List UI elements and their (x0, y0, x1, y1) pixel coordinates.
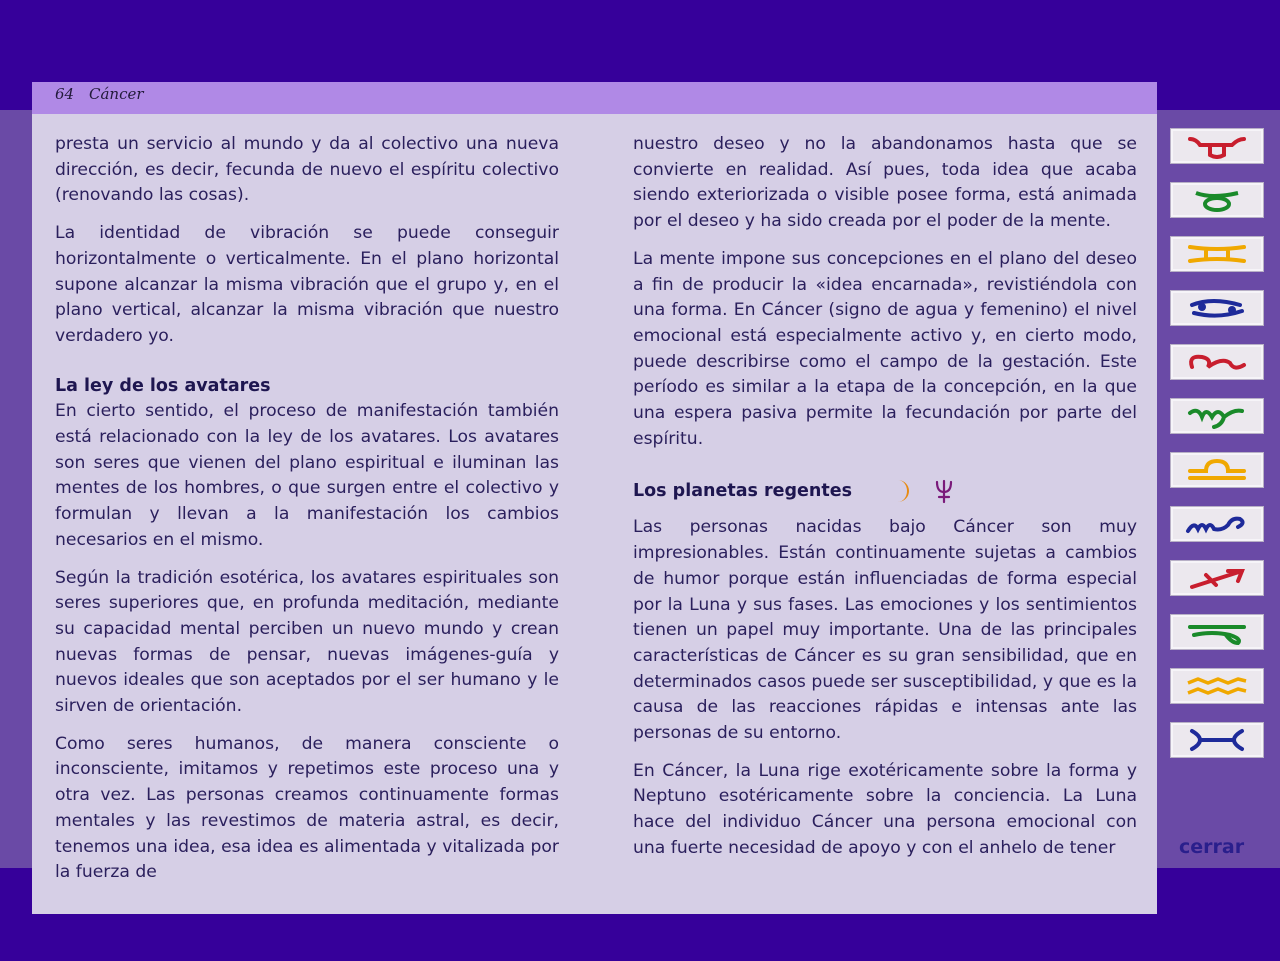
paragraph: En Cáncer, la Luna rige exotéricamente sobre la forma y Neptuno esotéricamente sobre la conciencia. La Luna hace del individuo Cáncer una persona emocional con una fuerte necesidad de apoyo y con el anhelo de tener (633, 760, 1137, 858)
zodiac-nav (1170, 128, 1266, 776)
paragraph: presta un servicio al mundo y da al colectivo una nueva dirección, es decir, fecunda de nuevo el espíritu colectivo (renovando las cosas). (55, 134, 559, 206)
paragraph: Como seres humanos, de manera consciente o inconsciente, imitamos y repetimos este proceso una y otra vez. Las personas creamos continuamente formas mentales y las revestimos de materia astral, es decir, tenemos una idea, esa idea es alimentada y vitalizada por la fuerza de (55, 733, 559, 883)
zodiac-button-taurus[interactable] (1170, 182, 1264, 218)
zodiac-button-virgo[interactable] (1170, 398, 1264, 434)
scorpio-icon (1182, 511, 1252, 537)
paragraph: La identidad de vibración se puede conseguir horizontalmente o verticalmente. En el plano horizontal supone alcanzar la misma vibración que el grupo y, en el plano vertical, alcanzar la misma vibración que nuestro verdadero yo. (55, 223, 559, 346)
capricorn-icon (1182, 619, 1252, 645)
virgo-icon (1182, 403, 1252, 429)
taurus-icon (1182, 187, 1252, 213)
chapter-title: Cáncer (89, 85, 144, 103)
aquarius-icon (1182, 673, 1252, 699)
zodiac-button-pisces[interactable] (1170, 722, 1264, 758)
zodiac-button-libra[interactable] (1170, 452, 1264, 488)
left-text-column (55, 132, 559, 898)
zodiac-button-leo[interactable] (1170, 344, 1264, 380)
zodiac-button-aries[interactable] (1170, 128, 1264, 164)
zodiac-button-scorpio[interactable] (1170, 506, 1264, 542)
paragraph: En cierto sentido, el proceso de manifestación también está relacionado con la ley de los avatares. Los avatares son seres que vienen del plano espiritual e iluminan las mentes de los hombres, o que surgen entre el colectivo y formulan y llevan a la manifestación los cambios necesarios en el mismo. (55, 401, 559, 550)
page-number: 64 (55, 85, 75, 103)
zodiac-button-capricorn[interactable] (1170, 614, 1264, 650)
close-link[interactable]: cerrar (1179, 836, 1245, 858)
paragraph: nuestro deseo y no la abandonamos hasta que se convierte en realidad. Así pues, toda idea que acaba siendo exteriorizada o visible posee forma, está animada por el deseo y ha sido creada por el poder de la mente. (633, 134, 1137, 232)
section-heading: La ley de los avatares (55, 375, 271, 396)
section-heading: Los planetas regentes (633, 480, 853, 501)
zodiac-button-gemini[interactable] (1170, 236, 1264, 272)
cancer-icon (1182, 295, 1252, 321)
libra-icon (1182, 457, 1252, 483)
aries-icon (1182, 133, 1252, 159)
moon-icon (890, 477, 910, 505)
right-text-column (633, 132, 1137, 874)
zodiac-button-sagittarius[interactable] (1170, 560, 1264, 596)
sagittarius-icon (1182, 565, 1252, 591)
zodiac-button-cancer[interactable] (1170, 290, 1264, 326)
planets-heading-row (633, 477, 1137, 505)
pisces-icon (1182, 727, 1252, 753)
neptune-icon (934, 477, 954, 505)
book-page (32, 82, 1157, 914)
paragraph: Las personas nacidas bajo Cáncer son muy impresionables. Están continuamente sujetas a cambios de humor porque están influenciadas de forma especial por la Luna y sus fases. Las emociones y los sentimientos tienen un papel muy importante. Una de las principales características de Cáncer es su gran sensibilidad, que en determinados casos puede ser susceptibilidad, y que es la causa de las reacciones rápidas e intensas ante las personas de su entorno. (633, 517, 1137, 744)
zodiac-button-aquarius[interactable] (1170, 668, 1264, 704)
paragraph: Según la tradición esotérica, los avatares espirituales son seres superiores que, en profunda meditación, mediante su capacidad mental perciben un nuevo mundo y crean nuevas formas de pensar, nuevas imágenes-guía y nuevos ideales que son aceptados por el ser humano y le sirven de orientación. (55, 567, 559, 717)
leo-icon (1182, 349, 1252, 375)
page-header (32, 82, 1157, 114)
gemini-icon (1182, 241, 1252, 267)
paragraph: La mente impone sus concepciones en el plano del deseo a fin de producir la «idea encarnada», revistiéndola con una forma. En Cáncer (signo de agua y femenino) el nivel emocional está especialmente activo y, en cierto modo, puede describirse como el campo de la gestación. Este período es similar a la etapa de la concepción, en la que una espera pasiva permite la fecundación por parte del espíritu. (633, 248, 1137, 449)
